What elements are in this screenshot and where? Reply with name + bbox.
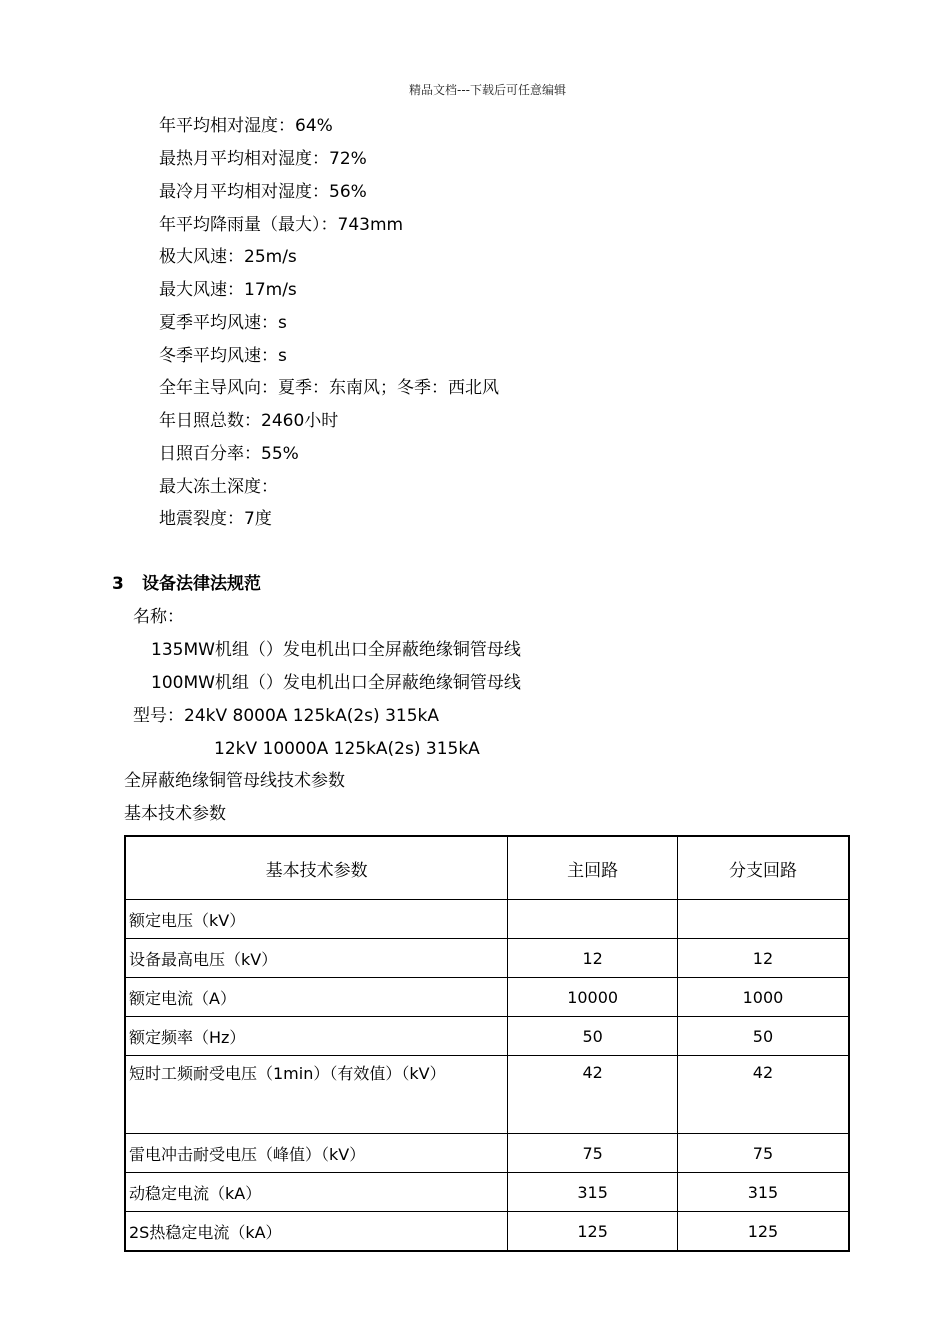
table-row [125,1212,849,1252]
branch-circuit-value: 75 [677,1134,849,1173]
parameter-table [124,835,850,1252]
branch-circuit-value: 42 [677,1056,849,1134]
branch-circuit-value: 12 [677,939,849,978]
climate-line: 冬季平均风速：s [159,346,287,366]
branch-circuit-value: 1000 [677,978,849,1017]
param-name: 动稳定电流（kA） [125,1173,508,1212]
main-circuit-value: 50 [508,1017,678,1056]
branch-circuit-value: 315 [677,1173,849,1212]
table-row [125,900,849,939]
climate-line: 最热月平均相对湿度：72% [159,149,367,169]
model-line-2: 12kV 10000A 125kA(2s) 315kA [214,739,480,759]
table-row [125,1173,849,1212]
climate-line: 年平均相对湿度：64% [159,116,333,136]
column-header: 基本技术参数 [125,836,508,900]
name-label: 名称： [133,607,184,627]
climate-line: 地震裂度：7度 [159,509,272,529]
table-row [125,1056,849,1134]
branch-circuit-value: 50 [677,1017,849,1056]
main-circuit-value: 75 [508,1134,678,1173]
section-title: 设备法律法规范 [142,574,261,594]
param-name: 短时工频耐受电压（1min）（有效值）（kV） [125,1056,508,1134]
page-header: 精品文档---下载后可任意编辑 [409,83,566,97]
branch-circuit-value [677,900,849,939]
subtitle-2: 基本技术参数 [124,804,226,824]
param-name: 设备最高电压（kV） [125,939,508,978]
climate-line: 最大风速：17m/s [159,280,297,300]
main-circuit-value: 315 [508,1173,678,1212]
climate-line: 年平均降雨量（最大）：743mm [159,215,404,235]
main-circuit-value: 42 [508,1056,678,1134]
table-row [125,1134,849,1173]
main-circuit-value: 125 [508,1212,678,1252]
column-header: 主回路 [508,836,678,900]
param-name: 额定电流（A） [125,978,508,1017]
product-name-2: 100MW机组（）发电机出口全屏蔽绝缘铜管母线 [151,673,521,693]
subtitle-1: 全屏蔽绝缘铜管母线技术参数 [124,771,345,791]
table-row [125,1017,849,1056]
table-row [125,978,849,1017]
section-number: 3 [112,574,124,594]
param-name: 雷电冲击耐受电压（峰值）（kV） [125,1134,508,1173]
table-header-row [125,836,849,900]
climate-line: 最大冻土深度： [159,477,278,497]
climate-line: 全年主导风向：夏季：东南风；冬季：西北风 [159,378,499,398]
table-row [125,939,849,978]
climate-line: 夏季平均风速：s [159,313,287,333]
main-circuit-value: 10000 [508,978,678,1017]
product-name-1: 135MW机组（）发电机出口全屏蔽绝缘铜管母线 [151,640,521,660]
section-heading [112,573,261,595]
main-circuit-value: 12 [508,939,678,978]
param-name: 额定频率（Hz） [125,1017,508,1056]
climate-line: 日照百分率：55% [159,444,299,464]
main-circuit-value [508,900,678,939]
model-line-1: 型号：24kV 8000A 125kA(2s) 315kA [133,706,439,726]
param-name: 2S热稳定电流（kA） [125,1212,508,1252]
climate-line: 年日照总数：2460小时 [159,411,339,431]
column-header: 分支回路 [677,836,849,900]
branch-circuit-value: 125 [677,1212,849,1252]
param-name: 额定电压（kV） [125,900,508,939]
climate-line: 极大风速：25m/s [159,247,297,267]
climate-line: 最冷月平均相对湿度：56% [159,182,367,202]
